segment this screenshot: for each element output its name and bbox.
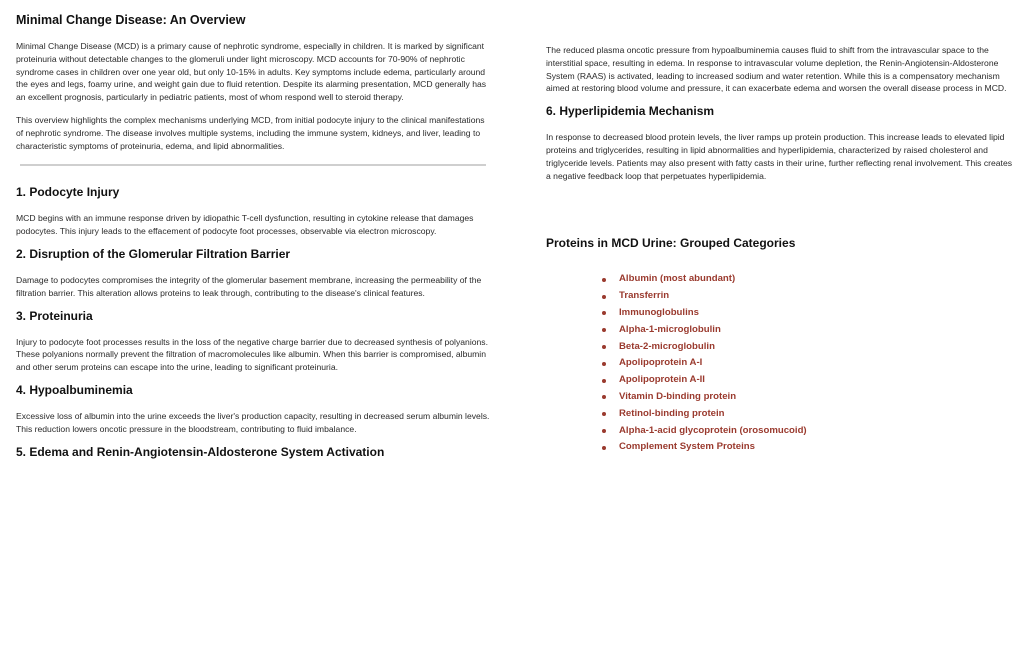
bullet-icon — [602, 295, 606, 299]
section-title: 4. Hypoalbuminemia — [16, 382, 133, 397]
protein-item — [602, 372, 1016, 389]
section-title: 5. Edema and Renin-Angiotensin-Aldosterone System Activation — [16, 444, 385, 459]
section-edema-raas-body — [546, 44, 1016, 95]
protein-label: Albumin (most abundant) — [619, 273, 736, 285]
protein-label: Beta-2-microglobulin — [619, 340, 715, 352]
protein-list — [602, 271, 1016, 456]
section-text: In response to decreased blood protein levels, the liver ramps up protein production. This increase leads to elevated lipid proteins and triglycerides, resulting in lipid abnormalities and hyperlipidemia, characterized by raised cholesterol and triglyceride levels. Patients may also present with fatty casts in their urine, further reflecting renal involvement. This creates a negative feedback loop that perpetuates hyperlipidemia. — [546, 132, 1013, 181]
protein-label: Complement System Proteins — [619, 441, 755, 453]
bullet-icon — [602, 362, 606, 366]
intro-paragraph: Minimal Change Disease (MCD) is a primary cause of nephrotic syndrome, especially in children. It is marked by significant proteinuria without detectable changes to the glomeruli under light microscopy. MCD accounts for 70-90% of nephrotic syndrome cases in children over one year old, but only 10-15% in adults. Key symptoms include edema, particularly around the eyes and legs, foamy urine, and weight gain due to fluid retention. Despite its alarming presentation, MCD generally has an excellent prognosis, particularly in pediatric patients, most of whom respond well to steroid therapy. — [16, 41, 487, 103]
protein-label: Alpha-1-microglobulin — [619, 323, 721, 335]
protein-item — [602, 355, 1016, 372]
intro — [16, 40, 492, 152]
section-text: The reduced plasma oncotic pressure from hypoalbuminemia causes fluid to shift from the intravascular space to the interstitial space, resulting in edema. In response to intravascular volume depletion, the Renin-Angiotensin-Aldosterone System (RAAS) is activated, leading to increased sodium and water retention. While this is a compensatory mechanism aimed at restoring blood volume and pressure, it can exacerbate edema and worsen the overall disease process in MCD. — [546, 45, 1007, 94]
protein-label: Immunoglobulins — [619, 306, 699, 318]
protein-label: Apolipoprotein A-II — [619, 374, 705, 386]
section-text: Injury to podocyte foot processes results in the loss of the negative charge barrier due to decreased synthesis of polyanions. These polyanions normally prevent the filtration of macromolecules like albumin. When this barrier is compromised, albumin and other serum proteins can escape into the urine, leading to significant proteinuria. — [16, 336, 488, 373]
protein-item — [602, 339, 1016, 356]
section-edema-raas-heading — [16, 445, 492, 459]
protein-item — [602, 322, 1016, 339]
right-column — [546, 44, 1016, 456]
bullet-icon — [602, 345, 606, 349]
protein-label: Retinol-binding protein — [619, 407, 725, 419]
protein-item — [602, 305, 1016, 322]
section-title: 1. Podocyte Injury — [16, 185, 120, 200]
section-title: 6. Hyperlipidemia Mechanism — [546, 104, 715, 119]
protein-label: Vitamin D-binding protein — [619, 390, 737, 402]
protein-item — [602, 271, 1016, 288]
protein-label: Alpha-1-acid glycoprotein (orosomucoid) — [619, 424, 807, 436]
section-text: MCD begins with an immune response driven by idiopathic T-cell dysfunction, resulting in cytokine release that damages podocytes. This injury leads to the effacement of podocyte foot processes, observable via electron microscopy. — [16, 213, 474, 237]
bullet-icon — [602, 328, 606, 332]
section-title: 2. Disruption of the Glomerular Filtration Barrier — [16, 246, 291, 261]
bullet-icon — [602, 412, 606, 416]
section-filtration-barrier — [16, 247, 492, 300]
section-podocyte-injury — [16, 185, 492, 238]
document-title: Minimal Change Disease: An Overview — [16, 13, 246, 27]
protein-item — [602, 288, 1016, 305]
protein-label: Apolipoprotein A-I — [619, 357, 703, 369]
left-column — [16, 10, 492, 472]
proteins-list-title: Proteins in MCD Urine: Grouped Categories — [546, 236, 796, 251]
protein-item — [602, 423, 1016, 440]
section-proteinuria — [16, 309, 492, 374]
intro-paragraph: This overview highlights the complex mechanisms underlying MCD, from initial podocyte injury to the clinical manifestations of nephrotic syndrome. The disease involves multiple systems, including the immune system, kidneys, and liver, leading to characteristic symptoms of proteinuria, edema, and lipid abnormalities. — [16, 114, 485, 151]
bullet-icon — [602, 395, 606, 399]
section-hypoalbuminemia — [16, 383, 492, 436]
protein-item — [602, 389, 1016, 406]
section-text: Excessive loss of albumin into the urine exceeds the liver's production capacity, resulting in decreased serum albumin levels. This reduction lowers oncotic pressure in the bloodstream, contributing to fluid imbalance. — [16, 410, 490, 434]
bullet-icon — [602, 446, 606, 450]
bullet-icon — [602, 311, 606, 315]
protein-item — [602, 406, 1016, 423]
bullet-icon — [602, 379, 606, 383]
protein-item — [602, 439, 1016, 456]
section-title: 3. Proteinuria — [16, 308, 93, 323]
section-text: Damage to podocytes compromises the integrity of the glomerular basement membrane, increasing the permeability of the filtration barrier. This alteration allows proteins to leak through, contributing to the disease's clinical features. — [16, 274, 482, 298]
section-hyperlipidemia — [546, 104, 1016, 182]
bullet-icon — [602, 278, 606, 282]
bullet-icon — [602, 429, 606, 433]
section-divider — [20, 164, 486, 166]
protein-label: Transferrin — [619, 290, 670, 302]
